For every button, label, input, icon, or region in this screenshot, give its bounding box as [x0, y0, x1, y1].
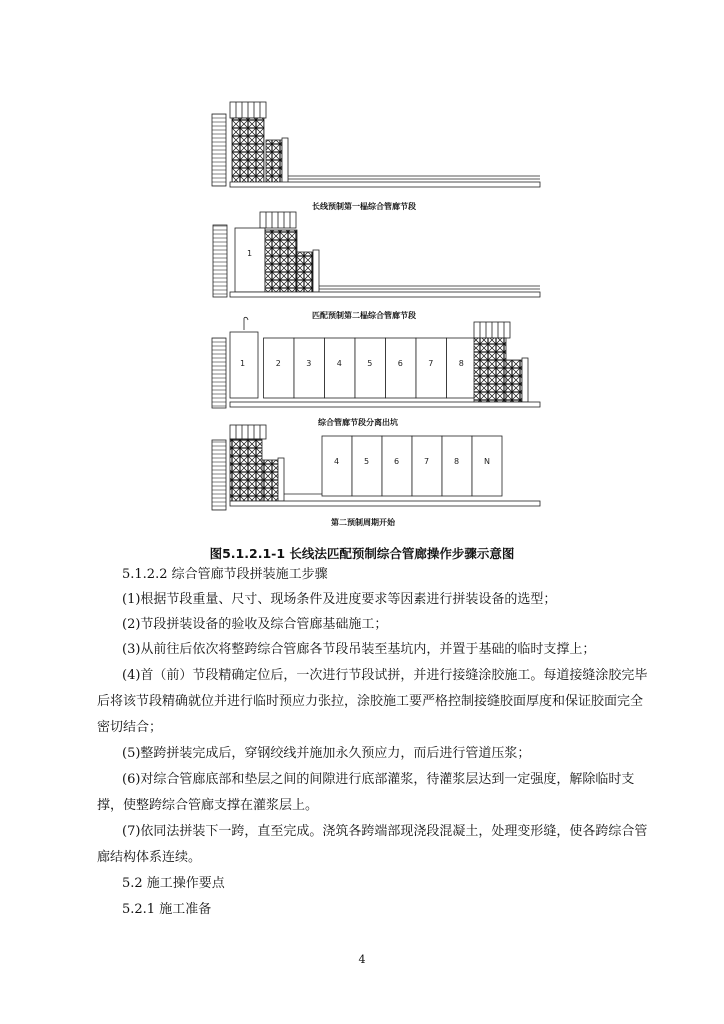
- step-7-line-1: (7)依同法拼装下一跨，直至完成。浇筑各跨端部现浇段混凝土，处理变形缝，使各跨综合管: [122, 824, 648, 839]
- section-heading-5-2-1: 5.2.1 施工准备: [122, 902, 212, 917]
- stage-3-caption: 综合管廊节段分离出坑: [318, 417, 398, 427]
- stage-1-caption: 长线预制第一榀综合管廊节段: [312, 201, 416, 211]
- segment-box: [352, 436, 382, 496]
- segment-label: 1: [247, 249, 253, 258]
- formwork-frame: [232, 118, 264, 184]
- segment-label: 5: [367, 359, 373, 368]
- segment-label: 6: [394, 457, 400, 466]
- stage-4-caption: 第二预制周期开始: [331, 517, 395, 527]
- segment-label: 5: [364, 457, 370, 466]
- ladder-tower: [212, 114, 226, 186]
- step-6-line-2: 撑，使整跨综合管廊支撑在灌浆层上。: [97, 798, 319, 813]
- segment-label: 7: [428, 359, 434, 368]
- segment-box: [264, 338, 295, 398]
- base-platform: [230, 292, 540, 297]
- segment-label: 4: [336, 359, 342, 368]
- stage-1-diagram: [212, 102, 540, 187]
- step-2: (2)节段拼装设备的验收及综合管廊基础施工；: [122, 617, 388, 632]
- segment-box: [472, 436, 502, 496]
- segment-label: 6: [397, 359, 403, 368]
- segment-box: [412, 436, 442, 496]
- segment-label: 1: [240, 359, 246, 368]
- ladder-tower: [213, 225, 227, 297]
- formwork-frame: [230, 439, 262, 501]
- step-4-line-1: (4)首（前）节段精确定位后，一次进行节段试拼，并进行接缝涂胶施工。每道接缝涂胶完毕: [122, 668, 648, 683]
- step-6-line-1: (6)对综合管廊底部和垫层之间的间隙进行底部灌浆，待灌浆层达到一定强度，解除临时支: [122, 772, 635, 787]
- stage-2-caption: 匹配预制第二榀综合管廊节段: [312, 310, 416, 320]
- segment-label: 8: [458, 359, 464, 368]
- segment-label: 8: [454, 457, 460, 466]
- base-platform: [230, 501, 540, 506]
- ladder-tower: [212, 440, 226, 510]
- segment-box: [355, 338, 386, 398]
- base-platform: [230, 182, 540, 187]
- step-5: (5)整跨拼装完成后，穿钢绞线并施加永久预应力，而后进行管道压浆；: [122, 746, 531, 761]
- segment-box: [416, 338, 447, 398]
- section-heading-5-1-2-2: 5.1.2.2 综合管廊节段拼装施工步骤: [122, 567, 328, 582]
- crane-hook: [244, 317, 248, 330]
- segment-box: [322, 436, 352, 496]
- section-heading-5-2: 5.2 施工操作要点: [122, 876, 225, 891]
- segment-label: 2: [275, 359, 281, 368]
- side-frame: [262, 460, 278, 501]
- step-3: (3)从前往后依次将整跨综合管廊各节段吊装至基坑内，并置于基础的临时支撑上；: [122, 642, 596, 657]
- segment-label: 7: [424, 457, 430, 466]
- step-1: (1)根据节段重量、尺寸、现场条件及进度要求等因素进行拼装设备的选型；: [122, 592, 557, 607]
- page-number: 4: [358, 953, 366, 966]
- segment-box: [382, 436, 412, 496]
- segment-box: [442, 436, 472, 496]
- segment-label: 3: [306, 359, 312, 368]
- side-frame: [266, 140, 282, 184]
- stage-3-diagram: [212, 317, 540, 408]
- ladder-tower: [212, 338, 226, 408]
- segment-label: 4: [334, 457, 340, 466]
- segment-box: [325, 338, 356, 398]
- formwork-frame: [265, 230, 297, 292]
- segment-row: [240, 338, 477, 398]
- stage-2-diagram: [213, 212, 540, 297]
- stage-4-diagram: [212, 425, 540, 510]
- step-7-line-2: 廊结构体系连续。: [97, 850, 202, 865]
- side-frame: [506, 360, 522, 402]
- segment-1: [235, 228, 265, 292]
- formwork-frame: [474, 338, 506, 402]
- side-frame: [297, 252, 313, 292]
- segment-box: [386, 338, 417, 398]
- base-platform: [230, 402, 540, 407]
- step-4-line-2: 后将该节段精确就位并进行临时预应力张拉，涂胶施工要严格控制接缝胶面厚度和保证胶面完全: [97, 694, 644, 709]
- segment-label: N: [484, 457, 490, 466]
- segment-box: [294, 338, 325, 398]
- segment-box: [447, 338, 478, 398]
- segment-row: [322, 436, 502, 496]
- figure-caption: 图5.1.2.1-1 长线法匹配预制综合管廊操作步骤示意图: [209, 546, 515, 561]
- step-4-line-3: 密切结合；: [97, 720, 163, 735]
